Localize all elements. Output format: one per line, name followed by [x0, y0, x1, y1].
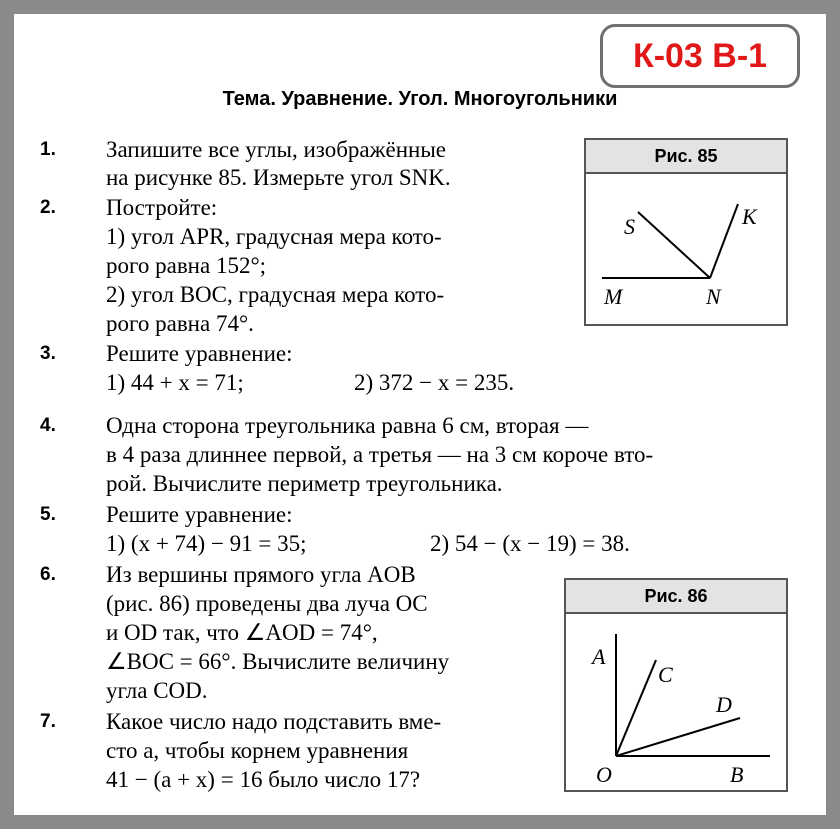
task-3-equation-1: 1) 44 + x = 71;	[106, 370, 244, 395]
task-6-line-2: (рис. 86) проведены два луча OC	[106, 591, 428, 616]
label-a: A	[592, 644, 606, 669]
figure-86-title: Рис. 86	[566, 580, 786, 614]
variant-badge	[600, 24, 800, 88]
task-6-line-3: и OD так, что ∠AOD = 74°,	[106, 620, 378, 645]
ray-ns	[638, 212, 710, 278]
task-3-number: 3.	[40, 343, 56, 364]
task-2-line-4: 2) угол BOC, градусная мера кото-	[106, 282, 445, 307]
task-1-line-2: на рисунке 85. Измерьте угол SNK.	[106, 165, 451, 190]
task-3-equation-2: 2) 372 − x = 235.	[354, 370, 515, 395]
ray-nk	[710, 204, 738, 278]
task-7-line-3: 41 − (a + x) = 16 было число 17?	[106, 767, 421, 792]
task-5-equation-1: 1) (x + 74) − 91 = 35;	[106, 531, 307, 556]
task-7-line-1: Какое число надо подставить вме-	[106, 709, 442, 734]
label-o: O	[596, 762, 612, 787]
label-s: S	[624, 214, 635, 239]
task-2-line-5: рого равна 74°.	[106, 311, 254, 336]
task-3-line-1: Решите уравнение:	[106, 341, 293, 366]
label-n: N	[706, 284, 721, 309]
task-5-line-1: Решите уравнение:	[106, 502, 293, 527]
task-2-number: 2.	[40, 197, 56, 218]
task-1-number: 1.	[40, 139, 56, 160]
figure-86	[564, 578, 788, 792]
figure-85-drawing	[586, 174, 786, 324]
task-6-line-4: ∠BOC = 66°. Вычислите величину	[106, 649, 450, 674]
label-c: C	[658, 662, 673, 687]
figure-86-drawing	[566, 614, 786, 790]
task-2-line-1: Постройте:	[106, 195, 218, 220]
task-5-equation-2: 2) 54 − (x − 19) = 38.	[430, 531, 630, 556]
label-b: B	[730, 762, 744, 787]
variant-code: К-03 В-1	[632, 36, 768, 75]
worksheet-page	[14, 14, 826, 815]
task-4-line-3: рой. Вычислите периметр треугольника.	[106, 471, 503, 496]
ray-od	[616, 718, 740, 756]
page-title: Тема. Уравнение. Угол. Многоугольники	[222, 88, 618, 110]
task-7-number: 7.	[40, 711, 56, 732]
task-1-line-1: Запишите все углы, изображённые	[106, 137, 446, 162]
task-6-number: 6.	[40, 564, 56, 585]
task-2-line-2: 1) угол APR, градусная мера кото-	[106, 224, 442, 249]
label-k: K	[742, 204, 757, 229]
task-6-line-5: угла COD.	[106, 678, 208, 703]
task-2-line-3: рого равна 152°;	[106, 253, 267, 278]
label-m: M	[604, 284, 623, 309]
figure-85-title: Рис. 85	[586, 140, 786, 174]
task-6-line-1: Из вершины прямого угла AOB	[106, 562, 416, 587]
task-4-line-2: в 4 раза длиннее первой, а третья — на 3 см короче вто-	[106, 442, 654, 467]
task-4-line-1: Одна сторона треугольника равна 6 см, вторая —	[106, 413, 589, 438]
figure-85	[584, 138, 788, 326]
label-d: D	[716, 692, 732, 717]
task-4-number: 4.	[40, 415, 56, 436]
task-5-number: 5.	[40, 504, 56, 525]
task-7-line-2: сто a, чтобы корнем уравнения	[106, 738, 409, 763]
ray-oc	[616, 660, 656, 756]
